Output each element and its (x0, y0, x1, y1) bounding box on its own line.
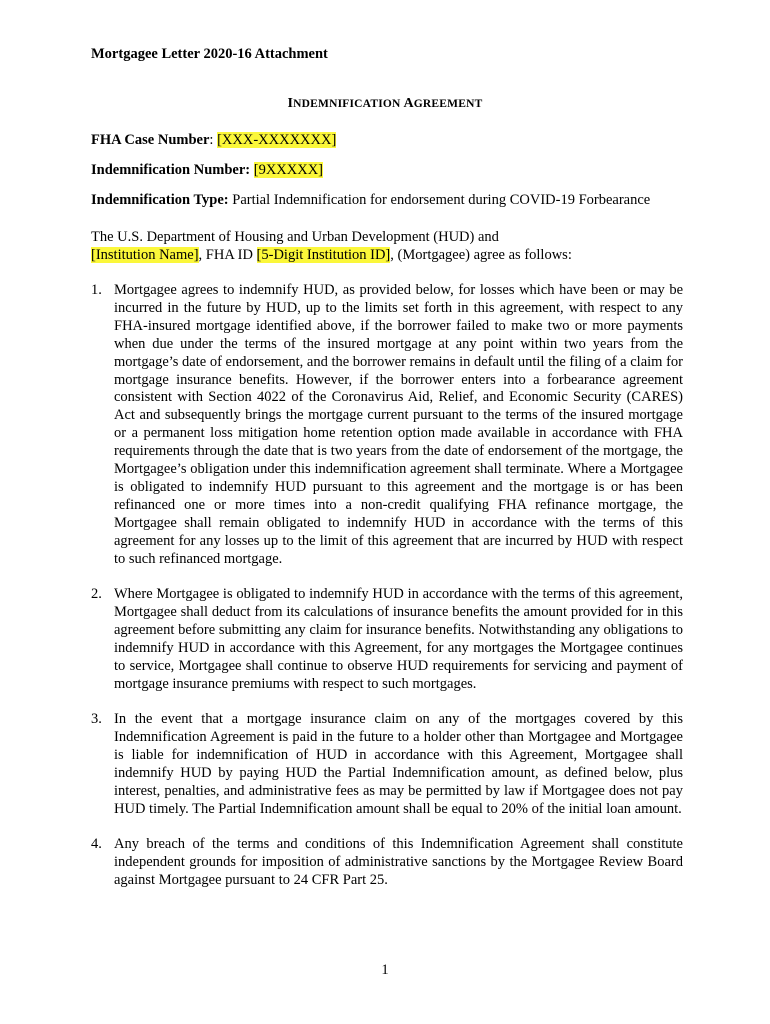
clause-3 (91, 711, 683, 818)
clause-text: Any breach of the terms and conditions of this Indemnification Agreement shall constitute independent grounds for imposition of administrative sanctions by the Mortgagee Review Board against Mortgagee pursuant to 24 CFR Part 25. (114, 836, 683, 888)
document-title (0, 96, 770, 112)
title-word-2: GREEMENT (413, 98, 483, 110)
fha-case-number-label: FHA Case Number (91, 132, 210, 148)
clause-number: 3. (91, 711, 102, 728)
indemnification-number-label: Indemnification Number: (91, 162, 251, 178)
letter-reference: Mortgagee Letter 2020-16 Attachment (91, 46, 328, 62)
indemnification-type-label: Indemnification Type: (91, 192, 229, 208)
clause-text: In the event that a mortgage insurance claim on any of the mortgages covered by this Indemnification Agreement is paid in the future to a holder other than Mortgagee and Mortgagee is liable for indemnification of HUD in accordance with this Agreement, Mortgagee shall indemnify HUD by paying HUD the Partial Indemnification amount, as defined below, plus interest, penalties, and administrative fees as may be permitted by law if Mortgagee does not pay HUD timely. The Partial Indemnification amount shall be equal to 20% of the initial loan amount. (114, 711, 683, 817)
page-number: 1 (381, 962, 389, 978)
fha-id-text: , FHA ID (198, 247, 257, 263)
indemnification-type-row (91, 192, 650, 209)
clause-text: Where Mortgagee is obligated to indemnify HUD in accordance with the terms of this agreement, Mortgagee shall deduct from its calculations of insurance benefits the amount provided for in this agreement before submitting any claim for insurance benefits. Notwithstanding any obligations to indemnify HUD in accordance with this Agreement, for any mortgages the Mortgagee continues to service, Mortgagee shall continue to observe HUD requirements for servicing and payment of mortgage insurance premiums with respect to such mortgages. (114, 586, 683, 692)
clause-text: Mortgagee agrees to indemnify HUD, as provided below, for losses which have been or may be incurred in the future by HUD, up to the limits set forth in this agreement, with respect to any FHA-insured mortgage identified above, if the borrower failed to make two or more payments when due under the terms of the insured mortgage at any point within two years from the mortgage’s date of endorsement, and the borrower remains in default until the filing of a claim for mortgage insurance benefits. However, if the borrower enters into a forbearance agreement consistent with Section 4022 of the Coronavirus Aid, Relief, and Economic Security (CARES) Act and subsequently brings the mortgage current pursuant to the terms of the insured mortgage or a permanent loss mitigation home retention option made available in accordance with FHA requirements through the date that is two years from the date of endorsement of the mortgage, the Mortgagee’s obligation under this indemnification agreement shall terminate. Where a Mortgagee is obligated to indemnify HUD pursuant to this agreement and the mortgage is or has been refinanced one or more times into a non-credit qualifying FHA refinance mortgage, the Mortgagee shall remain obligated to indemnify HUD in accordance with the terms of this agreement for any losses up to the limit of this agreement that are incurred by HUD with respect to such refinanced mortgage. (114, 282, 683, 567)
title-initial-1: I (287, 96, 294, 111)
intro-line-1: The U.S. Department of Housing and Urban Development (HUD) and (91, 229, 499, 245)
agreement-clauses (91, 282, 683, 890)
intro-paragraph (91, 228, 691, 264)
indemnification-number-row (91, 162, 323, 179)
clause-number: 4. (91, 836, 102, 853)
title-word-1: NDEMNIFICATION (293, 98, 401, 110)
fha-case-number-value: [XXX-XXXXXXX] (217, 132, 337, 148)
title-initial-2: A (403, 96, 414, 111)
clause-number: 1. (91, 282, 102, 298)
intro-line-2 (91, 246, 691, 264)
intro-closing: , (Mortgagee) agree as follows: (390, 247, 572, 263)
clause-2 (91, 586, 683, 693)
fha-case-number-row: FHA Case Number: [XXX-XXXXXXX] (91, 132, 337, 148)
institution-id-placeholder: [5-Digit Institution ID] (256, 247, 391, 263)
clause-1 (91, 282, 683, 569)
clause-number: 2. (91, 586, 102, 603)
indemnification-type-value: Partial Indemnification for endorsement during COVID-19 Forbearance (232, 192, 651, 208)
institution-name-placeholder: [Institution Name] (91, 247, 199, 263)
clause-4 (91, 836, 683, 890)
indemnification-number-value: [9XXXXX] (253, 162, 323, 178)
